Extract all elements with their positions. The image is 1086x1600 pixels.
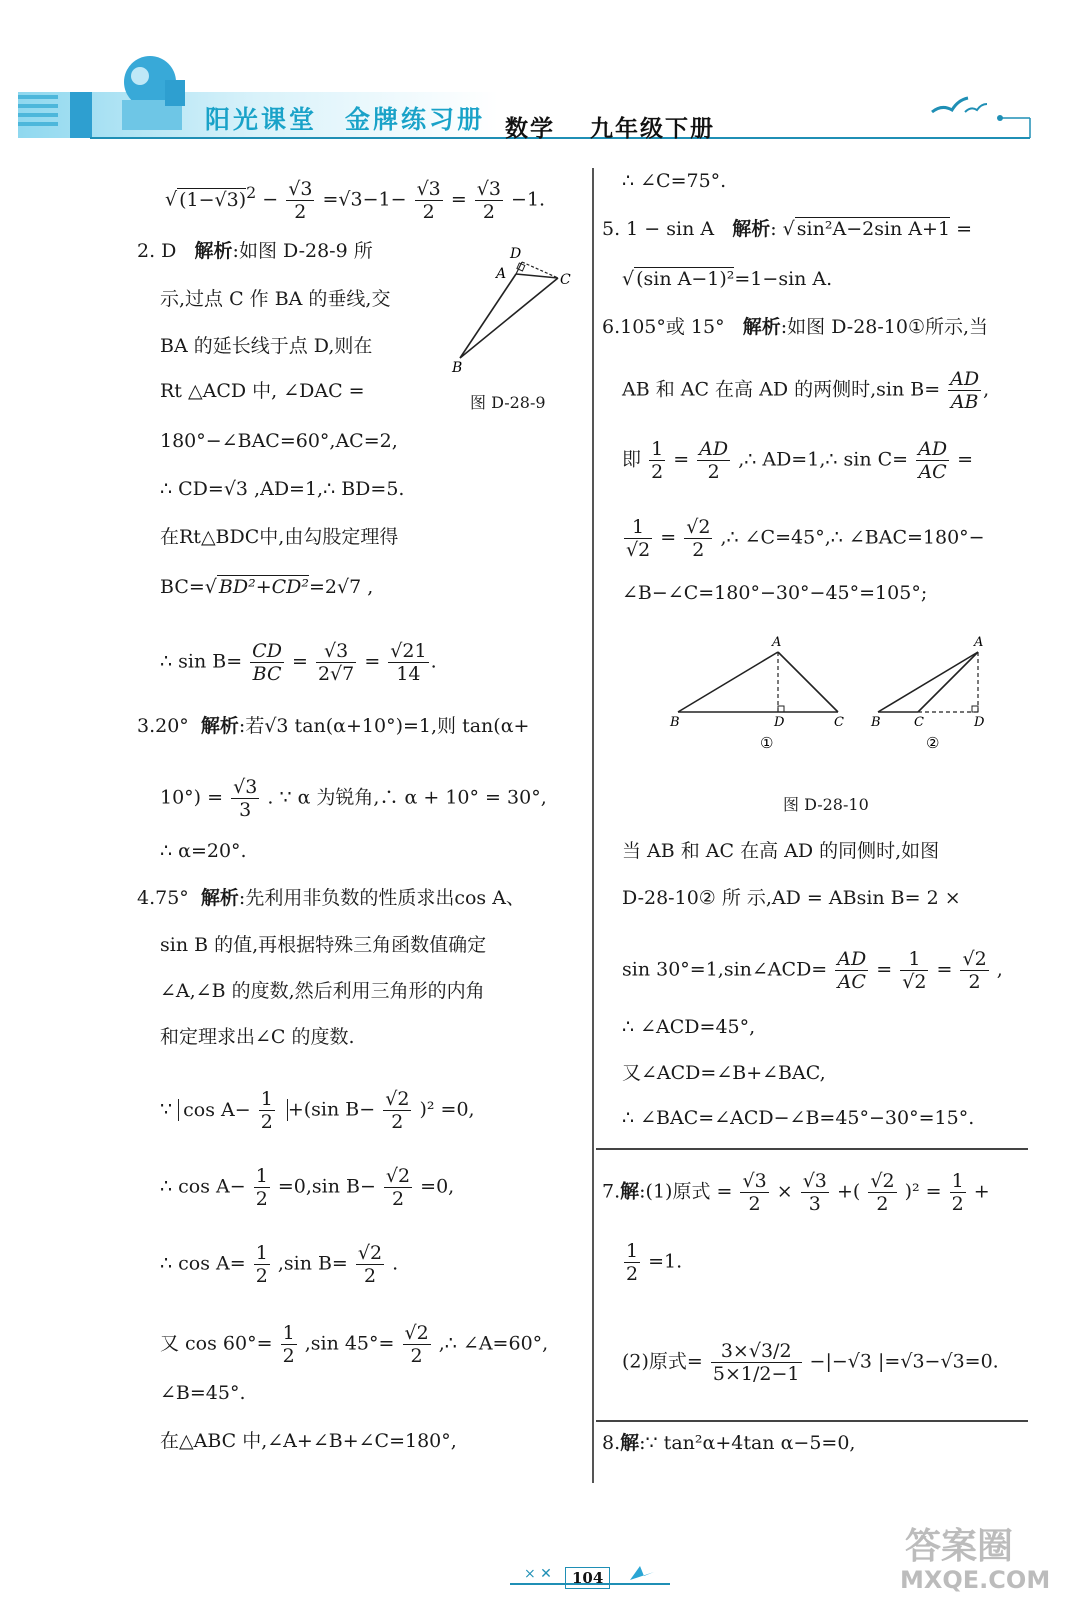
q4-line-9: ∠B=45°. <box>160 1382 246 1404</box>
q3-line-2: 10°) = $\frac{√3}{3}$ . ∵ α 为锐角,∴ α + 10° = 30°, <box>160 776 547 821</box>
q6-line-11: ∴ ∠BAC=∠ACD−∠B=45°−30°=15°. <box>622 1107 975 1129</box>
grade: 九年级下册 <box>590 115 715 142</box>
q7-line-1: 7.解:(1)原式 = $\frac{√3}{2}$ × $\frac{√3}{3}$ +( $\frac{√2}{2}$ )² = $\frac{1}{2}$ + <box>602 1170 990 1215</box>
fig9-caption: 图 D-28-9 <box>470 393 546 412</box>
rule-above-q8 <box>596 1420 1028 1422</box>
column-divider <box>592 168 594 1483</box>
q7-line-3: (2)原式= $\frac{3\times√3/2}{5\times 1/2-1}$ −|−√3 |=√3−√3=0. <box>622 1340 999 1385</box>
fig10a-label-a: A <box>772 635 782 650</box>
fig10a-label-c: C <box>834 715 844 730</box>
fig9-label-b: B <box>452 360 463 376</box>
q4-line-6: ∴ cos A− $\frac{1}{2}$ =0,sin B− $\frac{√2}{2}$ =0, <box>160 1165 455 1210</box>
q4-line-3: ∠A,∠B 的度数,然后利用三角形的内角 <box>160 980 485 1002</box>
fig10-caption: 图 D-28-10 <box>783 795 869 814</box>
q2-line-4: Rt △ACD 中, ∠DAC = <box>160 380 365 402</box>
fig9-label-d: D <box>510 246 522 262</box>
q6-line-9: ∴ ∠ACD=45°, <box>622 1016 756 1038</box>
q6-line-6: 当 AB 和 AC 在高 AD 的同侧时,如图 <box>622 840 940 862</box>
q2-line-7: 在Rt△BDC中,由勾股定理得 <box>160 526 399 548</box>
watermark-logo: 答案圈 <box>905 1526 1014 1567</box>
q4-line-8: 又 cos 60°= $\frac{1}{2}$ ,sin 45°= $\frac{√2}{2}$ ,∴ ∠A=60°, <box>160 1322 549 1367</box>
brand-subtitle: 金牌练习册 <box>345 105 486 134</box>
fig9-label-c: C <box>560 272 571 288</box>
q8-line-1: 8.解:∵ tan²α+4tan α−5=0, <box>602 1432 856 1454</box>
page-number: 104 <box>565 1567 610 1589</box>
brand-title: 阳光课堂 <box>205 105 318 134</box>
q5-line-1: 5. 1 − sin A 解析: √ sin²A−2sin A+1 = <box>602 218 973 240</box>
q5-line-2: √ (sin A−1)²=1−sin A. <box>622 268 833 290</box>
figure-d-28-10 <box>668 630 998 755</box>
svg-text:× ✕: × ✕ <box>524 1566 552 1582</box>
fig10b-label-c: C <box>914 715 924 730</box>
fig10b-label-b: B <box>871 715 881 730</box>
q6-line-1: 6.105°或 15° 解析:如图 D-28-10①所示,当 <box>602 316 989 338</box>
q3-line-3: ∴ α=20°. <box>160 840 247 862</box>
q6-line-5: ∠B−∠C=180°−30°−45°=105°; <box>622 582 928 604</box>
fig10b-label-a: A <box>974 635 984 650</box>
rule-above-q7 <box>596 1148 1028 1150</box>
fig10b-label-d: D <box>974 715 985 730</box>
q2-line-5: 180°−∠BAC=60°,AC=2, <box>160 430 398 452</box>
fig10a-label-b: B <box>670 715 680 730</box>
q4-line-7: ∴ cos A= $\frac{1}{2}$ ,sin B= $\frac{√2}{2}$ . <box>160 1242 399 1287</box>
q4-line-5: ∵ cos A− $\frac{1}{2}$ +(sin B− $\frac{√2}{2}$ )² =0, <box>160 1088 475 1133</box>
q2-line-3: BA 的延长线于点 D,则在 <box>160 335 373 357</box>
q6-line-3: 即 $\frac{1}{2}$ = $\frac{AD}{2}$ ,∴ AD=1,∴ sin C= $\frac{AD}{AC}$ = <box>622 438 974 483</box>
right-line-1: ∴ ∠C=75°. <box>622 170 727 192</box>
q2-line-8: BC=√ BD²+CD²=2√7 , <box>160 576 374 598</box>
q2-line-6: ∴ CD=√3 ,AD=1,∴ BD=5. <box>160 478 405 500</box>
q4-line-10: 在△ABC 中,∠A+∠B+∠C=180°, <box>160 1430 457 1452</box>
left-line-1: √ $(1-√3)^2$ − $\frac{√3}{2}$ =√3−1− $\frac{√3}{2}$ = $\frac{√3}{2}$ −1. <box>165 178 546 223</box>
q2-line-9: ∴ sin B= $\frac{CD}{BC}$ = $\frac{√3}{2√7}$ = $\frac{√21}{14}$ . <box>160 640 437 685</box>
watermark-url: MXQE.COM <box>900 1566 1051 1594</box>
figure-d-28-9 <box>450 240 575 380</box>
q7-line-2: $\frac{1}{2}$ =1. <box>626 1240 683 1285</box>
subject: 数学 <box>505 115 555 142</box>
fig10a-index: ① <box>760 734 774 752</box>
q6-line-7: D-28-10② 所 示,AD = ABsin B= 2 × <box>622 887 961 909</box>
q2-line-2: 示,过点 C 作 BA 的垂线,交 <box>160 288 391 310</box>
q4-line-1: 4.75° 解析:先利用非负数的性质求出cos A、 <box>137 887 525 909</box>
fig10a-label-d: D <box>774 715 785 730</box>
q6-line-4: $\frac{1}{√2}$ = $\frac{√2}{2}$ ,∴ ∠C=45°,∴ ∠BAC=180°− <box>626 516 985 561</box>
q6-line-8: sin 30°=1,sin∠ACD= $\frac{AD}{AC}$ = $\frac{1}{√2}$ = $\frac{√2}{2}$ , <box>622 948 1003 993</box>
q6-line-10: 又∠ACD=∠B+∠BAC, <box>622 1062 826 1084</box>
header-banner <box>0 0 1086 170</box>
q4-line-2: sin B 的值,再根据特殊三角函数值确定 <box>160 934 487 956</box>
q2-line-1: 2. D 解析:如图 D-28-9 所 <box>137 240 373 262</box>
fig10b-index: ② <box>926 734 940 752</box>
q4-line-4: 和定理求出∠C 的度数. <box>160 1026 355 1048</box>
q6-line-2: AB 和 AC 在高 AD 的两侧时,sin B= $\frac{AD}{AB}$ , <box>622 368 990 413</box>
q3-line-1: 3.20° 解析:若√3 tan(α+10°)=1,则 tan(α+ <box>137 715 530 737</box>
fig9-label-a: A <box>496 266 507 282</box>
